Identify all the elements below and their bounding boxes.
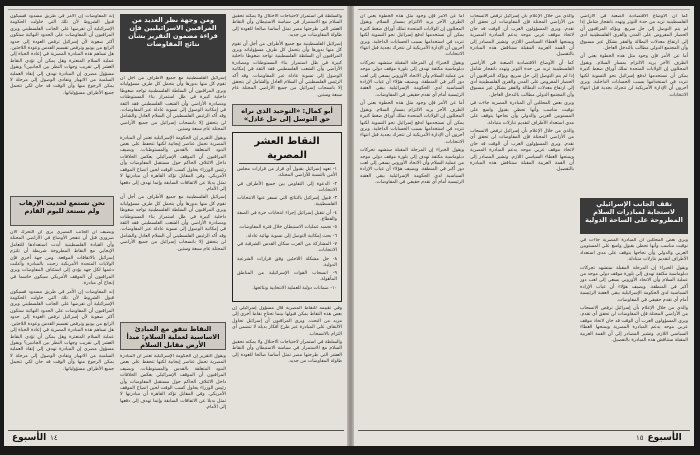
article-paragraph: ويقول الخبراء إن المرحلة المقبلة ستشهد تحركات دبلوماسية مكثفة تهدف إلى بلورة موقف دولي موحد من عملية السلام وأن الاتحاد الأوروبي يسعى إلى لعب دور أكبر في المنطقة. ويضيف هؤلاء أن غياب الإرادة السياسية لدى الحكومة الإسرائيلية يبقى العقبة الرئيسية أمام أي تقدم حقيقي في المفاوضات. [360, 148, 464, 186]
pull-quote: النقاط تتفق مع المبادئ الاساسية لعملية السلام: مبدأ الأرض مقابل السلام [120, 322, 226, 350]
page-number: ١٤ [50, 434, 58, 442]
point-item: ٥- تجميد عمليات الاستيطان خلال فترة المفاوضات. [238, 225, 337, 231]
left-column-2-lower [120, 354, 226, 428]
spread-gutter [347, 6, 354, 446]
page-footer [12, 432, 58, 444]
point-item: ٧- المشاركة من العرب سكان القدس الشرقية في الانتخابات. [237, 241, 337, 254]
right-column-2 [470, 14, 574, 428]
page-footer [636, 432, 682, 444]
article-paragraph: أما عن الأمر فإن وجود مثل هذه الخطوة يعني أن الطرف الآخر يريد الالتزام بمسار السلام. ويقول المحللون إن الولايات المتحدة تملك أوراق ضغط كثيرة يمكن أن تستخدمها لدفع إسرائيل نحو التسوية لكنها تتردد في استخدامها بسبب الحسابات الداخلية. ويرى آخرون أن الإدارة الأمريكية لن تتحرك بجدية قبل انتهاء الانتخابات. [360, 101, 464, 145]
magazine-logo: الأسبوع [12, 433, 47, 443]
article-paragraph: والذي من خلال الإعلام بأن إسرائيل ترفض الانسحاب من الأراضي المحتلة فإن المفاوضات لن تحقق أي تقدم. ويرى المسؤولون العرب أن الوقت قد حان لاتخاذ موقف عربي موحد يدعم المبادرة المصرية ويمنحها الغطاء السياسي اللازم. وتشير المصادر إلى أن القمة العربية المقبلة ستناقش هذه المبادرة بالتفصيل. [580, 306, 688, 344]
right-page [354, 6, 694, 446]
article-paragraph: ويقول التقرير إن الحكومة الإسرائيلية تعتبر أن المبادرة المصرية تحمل عناصر إيجابية لكنها تتحفظ على بعض البنود المتعلقة بالقدس والمستوطنات. ويضيف المراقبون أن الموقف الإسرائيلي يعكس الخلافات داخل الائتلاف الحاكم حول مستقبل المفاوضات وأن رئيس الوزراء يحاول كسب الوقت لحين اتضاح الموقف الأمريكي. وفي المقابل تؤكد القاهرة أن مبادرتها لا تمثل بديلا عن الاتفاقات السابقة وإنما تهدف إلى دفعها إلى الأمام. [120, 354, 226, 411]
article-paragraph: والذي من خلال الإعلام بأن إسرائيل ترفض الانسحاب من الأراضي المحتلة فإن المفاوضات لن تحقق أي تقدم. ويرى المسؤولون العرب أن الوقت قد حان لاتخاذ موقف عربي موحد يدعم المبادرة المصرية ويمنحها الغطاء السياسي اللازم. وتشير المصادر إلى أن القمة العربية المقبلة ستناقش هذه المبادرة بالتفصيل. [470, 14, 574, 58]
top-rule [8, 9, 344, 10]
point-item: ٣- قبول إسرائيل بالنتائج التي تسفر عنها الانتخابات الفلسطينية. [237, 196, 337, 208]
left-column-2 [120, 76, 226, 318]
article-paragraph: والسلطة في استمرار لاحتياجات الاحتلال ولا يمكنه تحقيق السلام مع الاستمرار في سياسة الاستيطان وأن النقاط العشر التي طرحتها مصر تمثل أساسا صالحا للعودة إلى طاولة المفاوضات من جديد. [232, 340, 342, 365]
section-banner: ومن وجهة نظر العديد من المراقبين الاسرائيليين فإن قراءة مضمون التقرير بشأن نتائج المفاوضات [120, 14, 226, 72]
section-banner: تقف الجانب الإسرائيلي لاستجابة لمبادرات السلام المطروحة على الساحة الدولية [580, 198, 688, 234]
article-paragraph: ويرى بعض المحللين أن المبادرة المصرية جاءت في توقيت مناسب وأنها تحظى بقبول واسع على المستويين العربي والدولي وأن نجاحها يتوقف على مدى استعداد الأطراف لتقديم تنازلات متبادلة. [470, 101, 574, 126]
ten-points-title: النقاط العشر المصرية [239, 135, 335, 164]
bottom-rule [8, 430, 344, 431]
article-paragraph: ويقول الخبراء إن المرحلة المقبلة ستشهد تحركات دبلوماسية مكثفة تهدف إلى بلورة موقف دولي موحد من عملية السلام وأن الاتحاد الأوروبي يسعى إلى لعب دور أكبر في المنطقة. ويضيف هؤلاء أن غياب الإرادة السياسية لدى الحكومة الإسرائيلية يبقى العقبة الرئيسية أمام أي تقدم حقيقي في المفاوضات. [580, 265, 688, 303]
article-paragraph: ويضيف أن الجانب المصري يرى أن التحرك الآن ضروري قبل أن تنفجر الأوضاع في الأراضي المحتلة وأن القيادة الفلسطينية أبدت استعدادها للتعامل الإيجابي مع النقاط المطروحة شريطة أن تلتزم إسرائيل بالاتفاقات الموقعة. ومن جهة أخرى فإن الولايات المتحدة الأمريكية رحبت بالمبادرة وأعلنت دعمها لكل جهد يؤدي إلى استئناف المفاوضات ويرى المراقبون أن الموقف الأمريكي سيكون حاسما في إنجاح أي مبادرة. [10, 230, 114, 287]
point-item: ٦- بحث إمكانية التوصل إلى تسوية نهائية عادلة. [246, 233, 337, 239]
article-paragraph: إنه المفاوضات إن الأمر في طريق مسدود فسيكون قبول الشروط لأن تلك التي حاولت الحكومة الإسرائيلية أن تفرضها على الجانب الفلسطيني ويرى المراقبون أن المفاوضات على الحدود النهائية ستكون أكثر صعوبة لأن إسرائيل ترفض العودة إلى حدود الرابع من يونيو وترفض تقسيم القدس وعودة اللاجئين. هل تساهم هذه المبادرة المصرية في إعادة الحياة إلى عملية السلام المتعثرة وهل يمكن أن تؤدي النقاط العشر إلى تقريب وجهات النظر بين الجانبين؟ ويقول مسؤول مصري إن المبادرة تهدف إلى إنقاذ العملية السلمية من الانهيار وتفادي الوصول إلى مرحلة لا يمكن الرجوع منها وأن الوقت قد حان لكي تتحمل جميع الأطراف مسؤولياتها. [10, 14, 114, 96]
article-paragraph: والسلطة في استمرار لاحتياجات الاحتلال ولا يمكنه تحقيق السلام مع الاستمرار في سياسة الاستيطان وأن النقاط العشر التي طرحتها مصر تمثل أساسا صالحا للعودة إلى طاولة المفاوضات من جديد. [232, 14, 342, 39]
point-item: ٨- حل مشكلة اللاجئين وفق قرارات الشرعية الدولية. [237, 256, 337, 268]
pull-quote: أبو كمال: «التوحيد الذى نراه حق التوسل إلى حل عادل» [232, 104, 342, 126]
ten-points-box [232, 132, 342, 302]
top-rule [358, 9, 690, 10]
article-paragraph: ويقول التقرير إن الحكومة الإسرائيلية تعتبر أن المبادرة المصرية تحمل عناصر إيجابية لكنها تتحفظ على بعض البنود المتعلقة بالقدس والمستوطنات. ويضيف المراقبون أن الموقف الإسرائيلي يعكس الخلافات داخل الائتلاف الحاكم حول مستقبل المفاوضات وأن رئيس الوزراء يحاول كسب الوقت لحين اتضاح الموقف الأمريكي. وفي المقابل تؤكد القاهرة أن مبادرتها لا تمثل بديلا عن الاتفاقات السابقة وإنما تهدف إلى دفعها إلى الأمام. [120, 135, 226, 192]
left-column-3-top [232, 14, 342, 100]
point-item: ٩- انسحاب القوات الإسرائيلية من المناطق المأهولة. [237, 271, 337, 283]
article-paragraph: إسرائيل الفلسطينية مع جميع الأطراف من أجل أن تقوم كل منها بدورها وأن يتحمل كل طرف مسؤولياته ويرى المراقبون أن السلطة الفلسطينية تواجه ضغوطا داخلية كبيرة في ظل استمرار بناء المستوطنات ومصادرة الأراضي وأن الشعب الفلسطيني فقد الثقة في إمكانية الوصول إلى تسوية عادلة عبر المفاوضات. وقد أكد الرئيس الفلسطيني أن السلام العادل والشامل لن يتحقق إلا بانسحاب إسرائيل من جميع الأراضي المحتلة عام سبعة وستين. [232, 41, 342, 98]
ten-points-list [233, 167, 341, 292]
page-number: ١٥ [636, 434, 644, 442]
point-item: ١٠- ضمانات دولية للعملية الانتخابية ونتائجها. [252, 285, 337, 291]
pull-quote: نحن نستمع لحديث الإرهاب ولم نستعد لليوم القادم [10, 196, 114, 226]
article-paragraph: إسرائيل الفلسطينية مع جميع الأطراف من أجل أن تقوم كل منها بدورها وأن يتحمل كل طرف مسؤولياته ويرى المراقبون أن السلطة الفلسطينية تواجه ضغوطا داخلية كبيرة في ظل استمرار بناء المستوطنات ومصادرة الأراضي وأن الشعب الفلسطيني فقد الثقة في إمكانية الوصول إلى تسوية عادلة عبر المفاوضات. وقد أكد الرئيس الفلسطيني أن السلام العادل والشامل لن يتحقق إلا بانسحاب إسرائيل من جميع الأراضي المحتلة عام سبعة وستين. [120, 195, 226, 252]
left-column-3-bottom [232, 306, 342, 428]
left-column-1 [10, 14, 114, 194]
bottom-rule [358, 430, 690, 431]
point-item: ٢- الدعوة إلى التفاوض بين جميع الأطراف في الانتخابات. [237, 181, 337, 193]
right-column-1 [360, 14, 464, 428]
article-paragraph: ويقول الخبراء إن المرحلة المقبلة ستشهد تحركات دبلوماسية مكثفة تهدف إلى بلورة موقف دولي موحد من عملية السلام وأن الاتحاد الأوروبي يسعى إلى لعب دور أكبر في المنطقة. ويضيف هؤلاء أن غياب الإرادة السياسية لدى الحكومة الإسرائيلية يبقى العقبة الرئيسية أمام أي تقدم حقيقي في المفاوضات. [360, 60, 464, 98]
article-paragraph: أما عن الأمر فإن وجود مثل هذه الخطوة يعني أن الطرف الآخر يريد الالتزام بمسار السلام. ويقول المحللون إن الولايات المتحدة تملك أوراق ضغط كثيرة يمكن أن تستخدمها لدفع إسرائيل نحو التسوية لكنها تتردد في استخدامها بسبب الحسابات الداخلية. ويرى آخرون أن الإدارة الأمريكية لن تتحرك بجدية قبل انتهاء الانتخابات. [580, 54, 688, 98]
article-paragraph: ويرى بعض المحللين أن المبادرة المصرية جاءت في توقيت مناسب وأنها تحظى بقبول واسع على المستويين العربي والدولي وأن نجاحها يتوقف على مدى استعداد الأطراف لتقديم تنازلات متبادلة. [580, 238, 688, 263]
right-column-3-top [580, 14, 688, 194]
article-paragraph: كما أن الأوضاع الاقتصادية الصعبة في الأراضي الفلسطينية تزيد من حدة التوتر وتهدد بانفجار شامل إذا لم يتم التوصل إلى حل سريع. ويؤكد المراقبون أن الحصار المفروض على المدن والقرى الفلسطينية أدى إلى ارتفاع معدلات البطالة والفقر بشكل غير مسبوق وأن المجتمع الدولي مطالب بالتدخل العاجل. [470, 60, 574, 98]
left-column-1-lower [10, 230, 114, 428]
article-paragraph: إنه المفاوضات إن الأمر في طريق مسدود فسيكون قبول الشروط لأن تلك التي حاولت الحكومة الإسرائيلية أن تفرضها على الجانب الفلسطيني ويرى المراقبون أن المفاوضات على الحدود النهائية ستكون أكثر صعوبة لأن إسرائيل ترفض العودة إلى حدود الرابع من يونيو وترفض تقسيم القدس وعودة اللاجئين. هل تساهم هذه المبادرة المصرية في إعادة الحياة إلى عملية السلام المتعثرة وهل يمكن أن تؤدي النقاط العشر إلى تقريب وجهات النظر بين الجانبين؟ ويقول مسؤول مصري إن المبادرة تهدف إلى إنقاذ العملية السلمية من الانهيار وتفادي الوصول إلى مرحلة لا يمكن الرجوع منها وأن الوقت قد حان لكي تتحمل جميع الأطراف مسؤولياتها. [10, 289, 114, 372]
article-paragraph: والذي من خلال الإعلام بأن إسرائيل ترفض الانسحاب من الأراضي المحتلة فإن المفاوضات لن تحقق أي تقدم. ويرى المسؤولون العرب أن الوقت قد حان لاتخاذ موقف عربي موحد يدعم المبادرة المصرية ويمنحها الغطاء السياسي اللازم. وتشير المصادر إلى أن القمة العربية المقبلة ستناقش هذه المبادرة بالتفصيل. [470, 128, 574, 173]
article-paragraph: إسرائيل الفلسطينية مع جميع الأطراف من أجل أن تقوم كل منها بدورها وأن يتحمل كل طرف مسؤولياته ويرى المراقبون أن السلطة الفلسطينية تواجه ضغوطا داخلية كبيرة في ظل استمرار بناء المستوطنات ومصادرة الأراضي وأن الشعب الفلسطيني فقد الثقة في إمكانية الوصول إلى تسوية عادلة عبر المفاوضات. وقد أكد الرئيس الفلسطيني أن السلام العادل والشامل لن يتحقق إلا بانسحاب إسرائيل من جميع الأراضي المحتلة عام سبعة وستين. [120, 76, 226, 133]
left-page [4, 6, 347, 446]
article-paragraph: وفي تقييمه للنقاط المصرية قال مسؤول إسرائيلي إن بعض هذه النقاط يمكن قبولها بينما تحتاج نقاط أخرى إلى مزيد من البحث. ويرى المراقبون أن إسرائيل تحاول الالتفاف على المبادرة عبر طرح أفكار بديلة لا تتضمن أي التزام بالانسحاب. [232, 306, 342, 337]
article-paragraph: أما عن الأمر فإن وجود مثل هذه الخطوة يعني أن الطرف الآخر يريد الالتزام بمسار السلام. ويقول المحللون إن الولايات المتحدة تملك أوراق ضغط كثيرة يمكن أن تستخدمها لدفع إسرائيل نحو التسوية لكنها تتردد في استخدامها بسبب الحسابات الداخلية. ويرى آخرون أن الإدارة الأمريكية لن تتحرك بجدية قبل انتهاء الانتخابات. [360, 14, 464, 58]
right-column-3-bottom [580, 238, 688, 428]
point-item: ٤- أن تتقبل إسرائيل إجراء انتخابات حرة في الضفة والقطاع. [237, 210, 337, 223]
article-paragraph: كما أن الأوضاع الاقتصادية الصعبة في الأراضي الفلسطينية تزيد من حدة التوتر وتهدد بانفجار شامل إذا لم يتم التوصل إلى حل سريع. ويؤكد المراقبون أن الحصار المفروض على المدن والقرى الفلسطينية أدى إلى ارتفاع معدلات البطالة والفقر بشكل غير مسبوق وأن المجتمع الدولي مطالب بالتدخل العاجل. [580, 14, 688, 52]
magazine-spread [4, 6, 694, 446]
point-item: ١- تعهد إسرائيل بقبول أي قرار من قرارات مجلس الأمن بالنسبة للأراضي المحتلة. [237, 167, 337, 179]
magazine-logo: الأسبوع [647, 433, 682, 443]
